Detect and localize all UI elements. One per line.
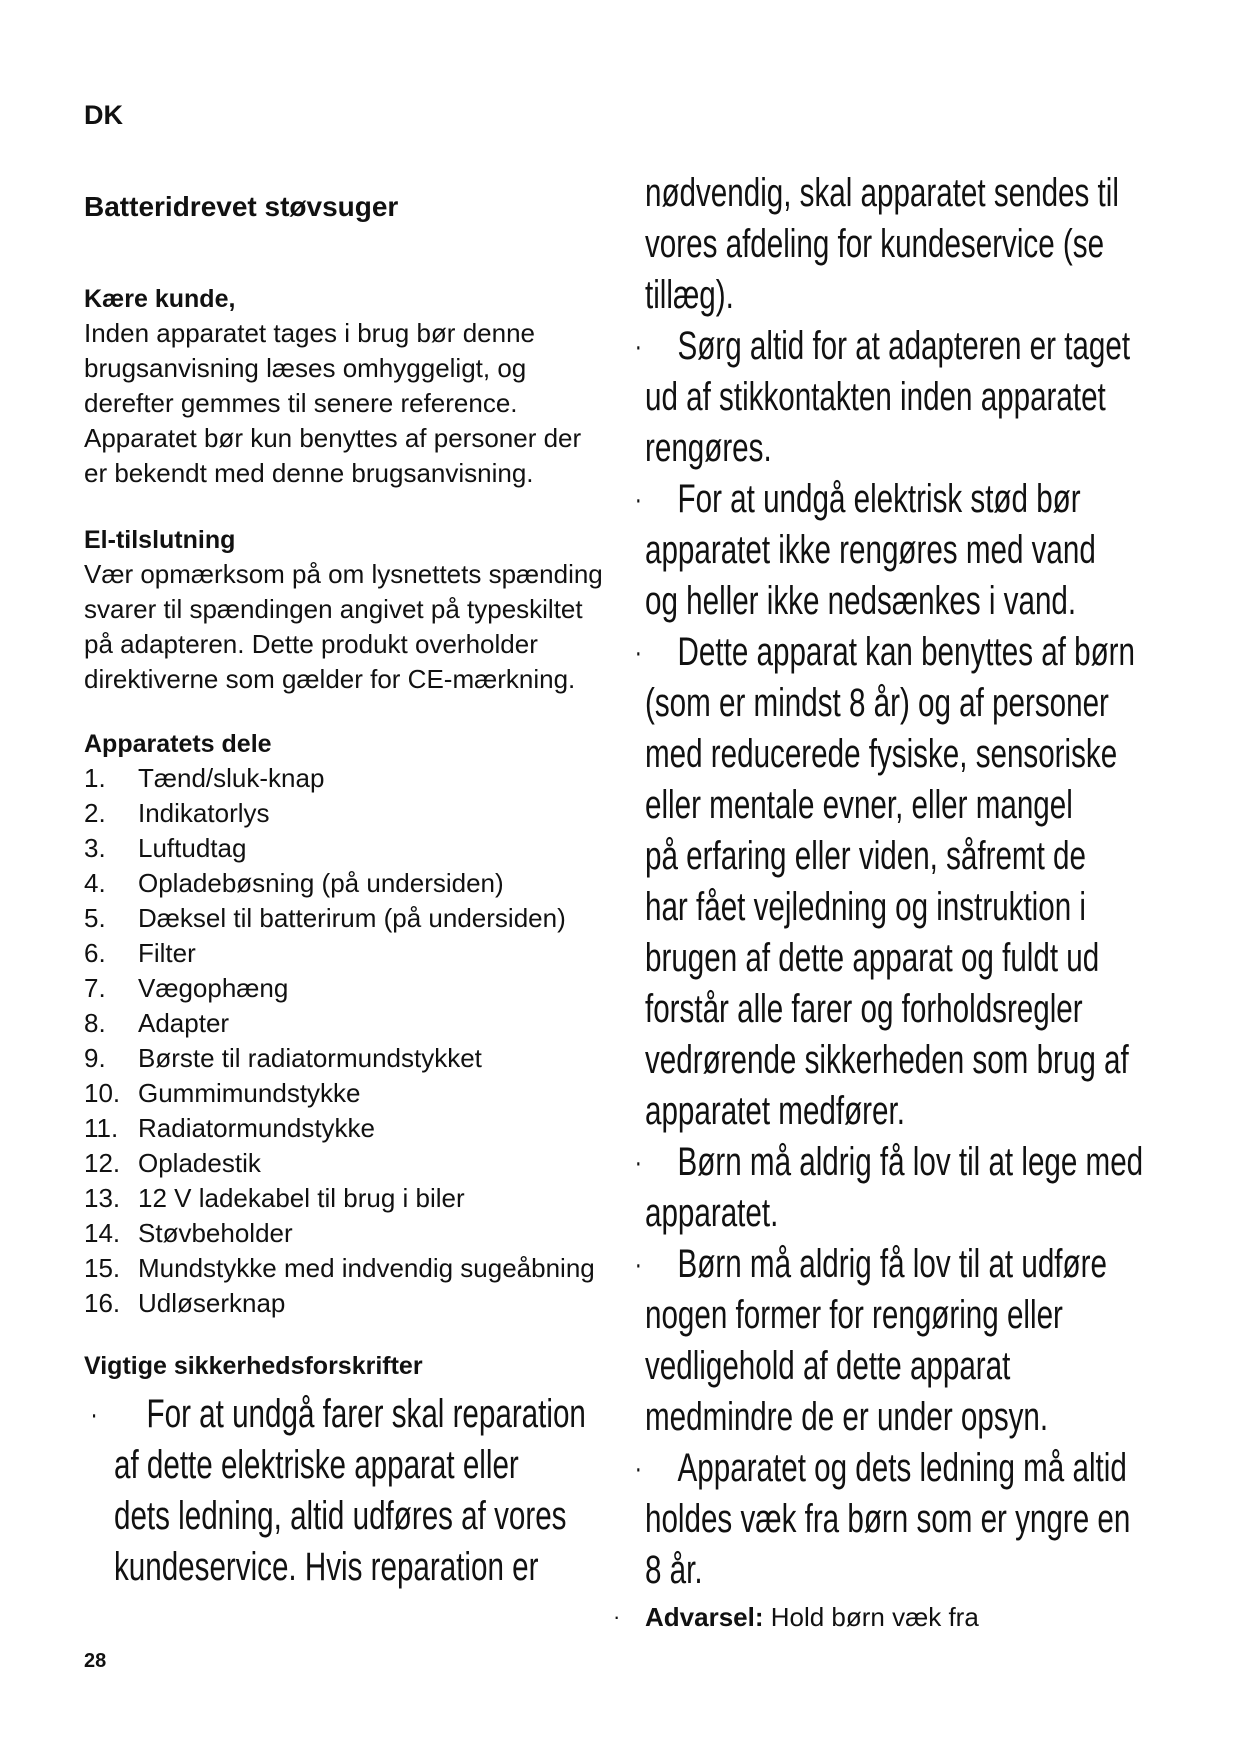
safety-line: holdes væk fra børn som er yngre en bbox=[645, 1497, 1131, 1541]
list-item bbox=[84, 1251, 644, 1286]
list-item bbox=[84, 866, 644, 901]
list-label: Luftudtag bbox=[138, 833, 247, 863]
right-column bbox=[613, 171, 1205, 1634]
electrical-line: Vær opmærksom på om lysnettets spænding bbox=[84, 559, 603, 589]
list-item bbox=[84, 1286, 644, 1321]
safety-line: apparatet. bbox=[645, 1191, 779, 1235]
list-number: 7. bbox=[84, 973, 106, 1003]
safety-line: medmindre de er under opsyn. bbox=[645, 1395, 1049, 1439]
list-number: 13. bbox=[84, 1183, 121, 1213]
list-label: Opladebøsning (på undersiden) bbox=[138, 868, 504, 898]
list-label: Gummimundstykke bbox=[138, 1078, 361, 1108]
safety-line: For at undgå farer skal reparation bbox=[146, 1392, 586, 1436]
safety-line: eller mentale evner, eller mangel bbox=[645, 783, 1073, 827]
list-item bbox=[84, 1181, 644, 1216]
safety-line: Dette apparat kan benyttes af børn bbox=[677, 630, 1135, 674]
list-number: 14. bbox=[84, 1218, 121, 1248]
list-label: Dæksel til batterirum (på undersiden) bbox=[138, 903, 566, 933]
list-label: Vægophæng bbox=[138, 973, 289, 1003]
list-label: Indikatorlys bbox=[138, 798, 270, 828]
list-number: 1. bbox=[84, 763, 106, 793]
list-number: 10. bbox=[84, 1078, 121, 1108]
intro-line: Inden apparatet tages i brug bør denne bbox=[84, 318, 535, 348]
safety-line: vedligehold af dette apparat bbox=[645, 1344, 1011, 1388]
parts-heading: Apparatets dele bbox=[84, 730, 272, 758]
safety-continuation bbox=[645, 168, 1204, 321]
list-label: Udløserknap bbox=[138, 1288, 286, 1318]
electrical-line: svarer til spændingen angivet på typeskiltet bbox=[84, 594, 583, 624]
safety-line: For at undgå elektrisk stød bør bbox=[677, 477, 1081, 521]
safety-item bbox=[634, 1239, 1204, 1443]
safety-item bbox=[90, 1389, 643, 1593]
warning-line bbox=[613, 1600, 1205, 1634]
safety-line: Sørg altid for at adapteren er taget bbox=[677, 324, 1131, 368]
list-item bbox=[84, 971, 644, 1006]
list-item bbox=[84, 1076, 644, 1111]
list-item bbox=[84, 1041, 644, 1076]
safety-line: og heller ikke nedsænkes i vand. bbox=[645, 579, 1077, 623]
list-number: 15. bbox=[84, 1253, 121, 1283]
electrical-paragraph bbox=[84, 557, 644, 697]
safety-line: (som er mindst 8 år) og af personer bbox=[645, 681, 1109, 725]
list-item bbox=[84, 901, 644, 936]
safety-line: Børn må aldrig få lov til at lege med bbox=[677, 1140, 1144, 1184]
list-label: Mundstykke med indvendig sugeåbning bbox=[138, 1253, 595, 1283]
left-column bbox=[84, 190, 644, 1593]
electrical-heading: El-tilslutning bbox=[84, 526, 236, 554]
bullet: · bbox=[634, 330, 643, 363]
safety-line: med reducerede fysiske, sensoriske bbox=[645, 732, 1118, 776]
list-label: Børste til radiatormundstykket bbox=[138, 1043, 482, 1073]
safety-line: dets ledning, altid udføres af vores bbox=[114, 1494, 567, 1538]
safety-line: ud af stikkontakten inden apparatet bbox=[645, 375, 1106, 419]
greeting: Kære kunde, bbox=[84, 285, 236, 313]
list-item bbox=[84, 1216, 644, 1251]
list-number: 8. bbox=[84, 1008, 106, 1038]
safety-item bbox=[634, 627, 1204, 1137]
list-label: 12 V ladekabel til brug i biler bbox=[138, 1183, 465, 1213]
list-item bbox=[84, 1111, 644, 1146]
bullet: · bbox=[634, 1248, 643, 1281]
safety-line: nogen former for rengøring eller bbox=[645, 1293, 1063, 1337]
parts-list bbox=[84, 761, 644, 1321]
electrical-line: direktiverne som gælder for CE-mærkning. bbox=[84, 664, 576, 694]
intro-line: er bekendt med denne brugsanvisning. bbox=[84, 458, 534, 488]
intro-line: derefter gemmes til senere reference. bbox=[84, 388, 518, 418]
safety-line: Apparatet og dets ledning må altid bbox=[677, 1446, 1127, 1490]
list-label: Radiatormundstykke bbox=[138, 1113, 375, 1143]
intro-line: brugsanvisning læses omhyggeligt, og bbox=[84, 353, 527, 383]
intro-line: Apparatet bør kun benyttes af personer der bbox=[84, 423, 582, 453]
list-label: Tænd/sluk-knap bbox=[138, 763, 325, 793]
safety-item bbox=[634, 474, 1204, 627]
list-number: 16. bbox=[84, 1288, 121, 1318]
list-item bbox=[84, 796, 644, 831]
safety-line: brugen af dette apparat og fuldt ud bbox=[645, 936, 1100, 980]
safety-line: Børn må aldrig få lov til at udføre bbox=[677, 1242, 1107, 1286]
list-item bbox=[84, 1006, 644, 1041]
page-number: 28 bbox=[84, 1650, 107, 1672]
document-title: Batteridrevet støvsuger bbox=[84, 191, 399, 222]
list-item bbox=[84, 761, 644, 796]
list-number: 11. bbox=[84, 1113, 119, 1143]
intro-paragraph bbox=[84, 316, 644, 491]
list-number: 6. bbox=[84, 938, 106, 968]
safety-line: har fået vejledning og instruktion i bbox=[645, 885, 1086, 929]
list-label: Opladestik bbox=[138, 1148, 261, 1178]
bullet: · bbox=[634, 1452, 643, 1485]
list-label: Adapter bbox=[138, 1008, 230, 1038]
list-item bbox=[84, 936, 644, 971]
list-label: Støvbeholder bbox=[138, 1218, 293, 1248]
safety-line: apparatet ikke rengøres med vand bbox=[645, 528, 1096, 572]
list-number: 4. bbox=[84, 868, 106, 898]
safety-item bbox=[634, 1137, 1204, 1239]
safety-list-right bbox=[634, 321, 1205, 1596]
bullet: · bbox=[634, 1146, 643, 1179]
safety-line: nødvendig, skal apparatet sendes til bbox=[645, 171, 1119, 215]
safety-line: rengøres. bbox=[645, 426, 772, 470]
safety-line: vores afdeling for kundeservice (se bbox=[645, 222, 1105, 266]
list-number: 3. bbox=[84, 833, 106, 863]
safety-line: 8 år. bbox=[645, 1548, 703, 1592]
safety-line: apparatet medfører. bbox=[645, 1089, 905, 1133]
list-number: 12. bbox=[84, 1148, 121, 1178]
list-item bbox=[84, 1146, 644, 1181]
list-number: 2. bbox=[84, 798, 106, 828]
safety-item bbox=[634, 321, 1204, 474]
safety-line: på erfaring eller viden, såfremt de bbox=[645, 834, 1086, 878]
bullet: · bbox=[634, 636, 643, 669]
bullet: · bbox=[613, 1604, 621, 1629]
bullet: · bbox=[90, 1398, 98, 1431]
safety-line: kundeservice. Hvis reparation er bbox=[114, 1545, 539, 1589]
safety-line: af dette elektriske apparat eller bbox=[114, 1443, 519, 1487]
warning-text: Hold børn væk fra bbox=[770, 1602, 979, 1632]
safety-line: forstår alle farer og forholdsregler bbox=[645, 987, 1083, 1031]
safety-list-left bbox=[90, 1389, 644, 1593]
electrical-line: på adapteren. Dette produkt overholder bbox=[84, 629, 538, 659]
warning-label: Advarsel: bbox=[645, 1602, 764, 1632]
safety-line: tillæg). bbox=[645, 273, 734, 317]
list-number: 5. bbox=[84, 903, 106, 933]
list-label: Filter bbox=[138, 938, 196, 968]
safety-item bbox=[634, 1443, 1204, 1596]
list-item bbox=[84, 831, 644, 866]
safety-line: vedrørende sikkerheden som brug af bbox=[645, 1038, 1129, 1082]
safety-heading: Vigtige sikkerhedsforskrifter bbox=[84, 1352, 423, 1380]
list-number: 9. bbox=[84, 1043, 106, 1073]
bullet: · bbox=[634, 483, 643, 516]
language-code: DK bbox=[84, 100, 123, 130]
